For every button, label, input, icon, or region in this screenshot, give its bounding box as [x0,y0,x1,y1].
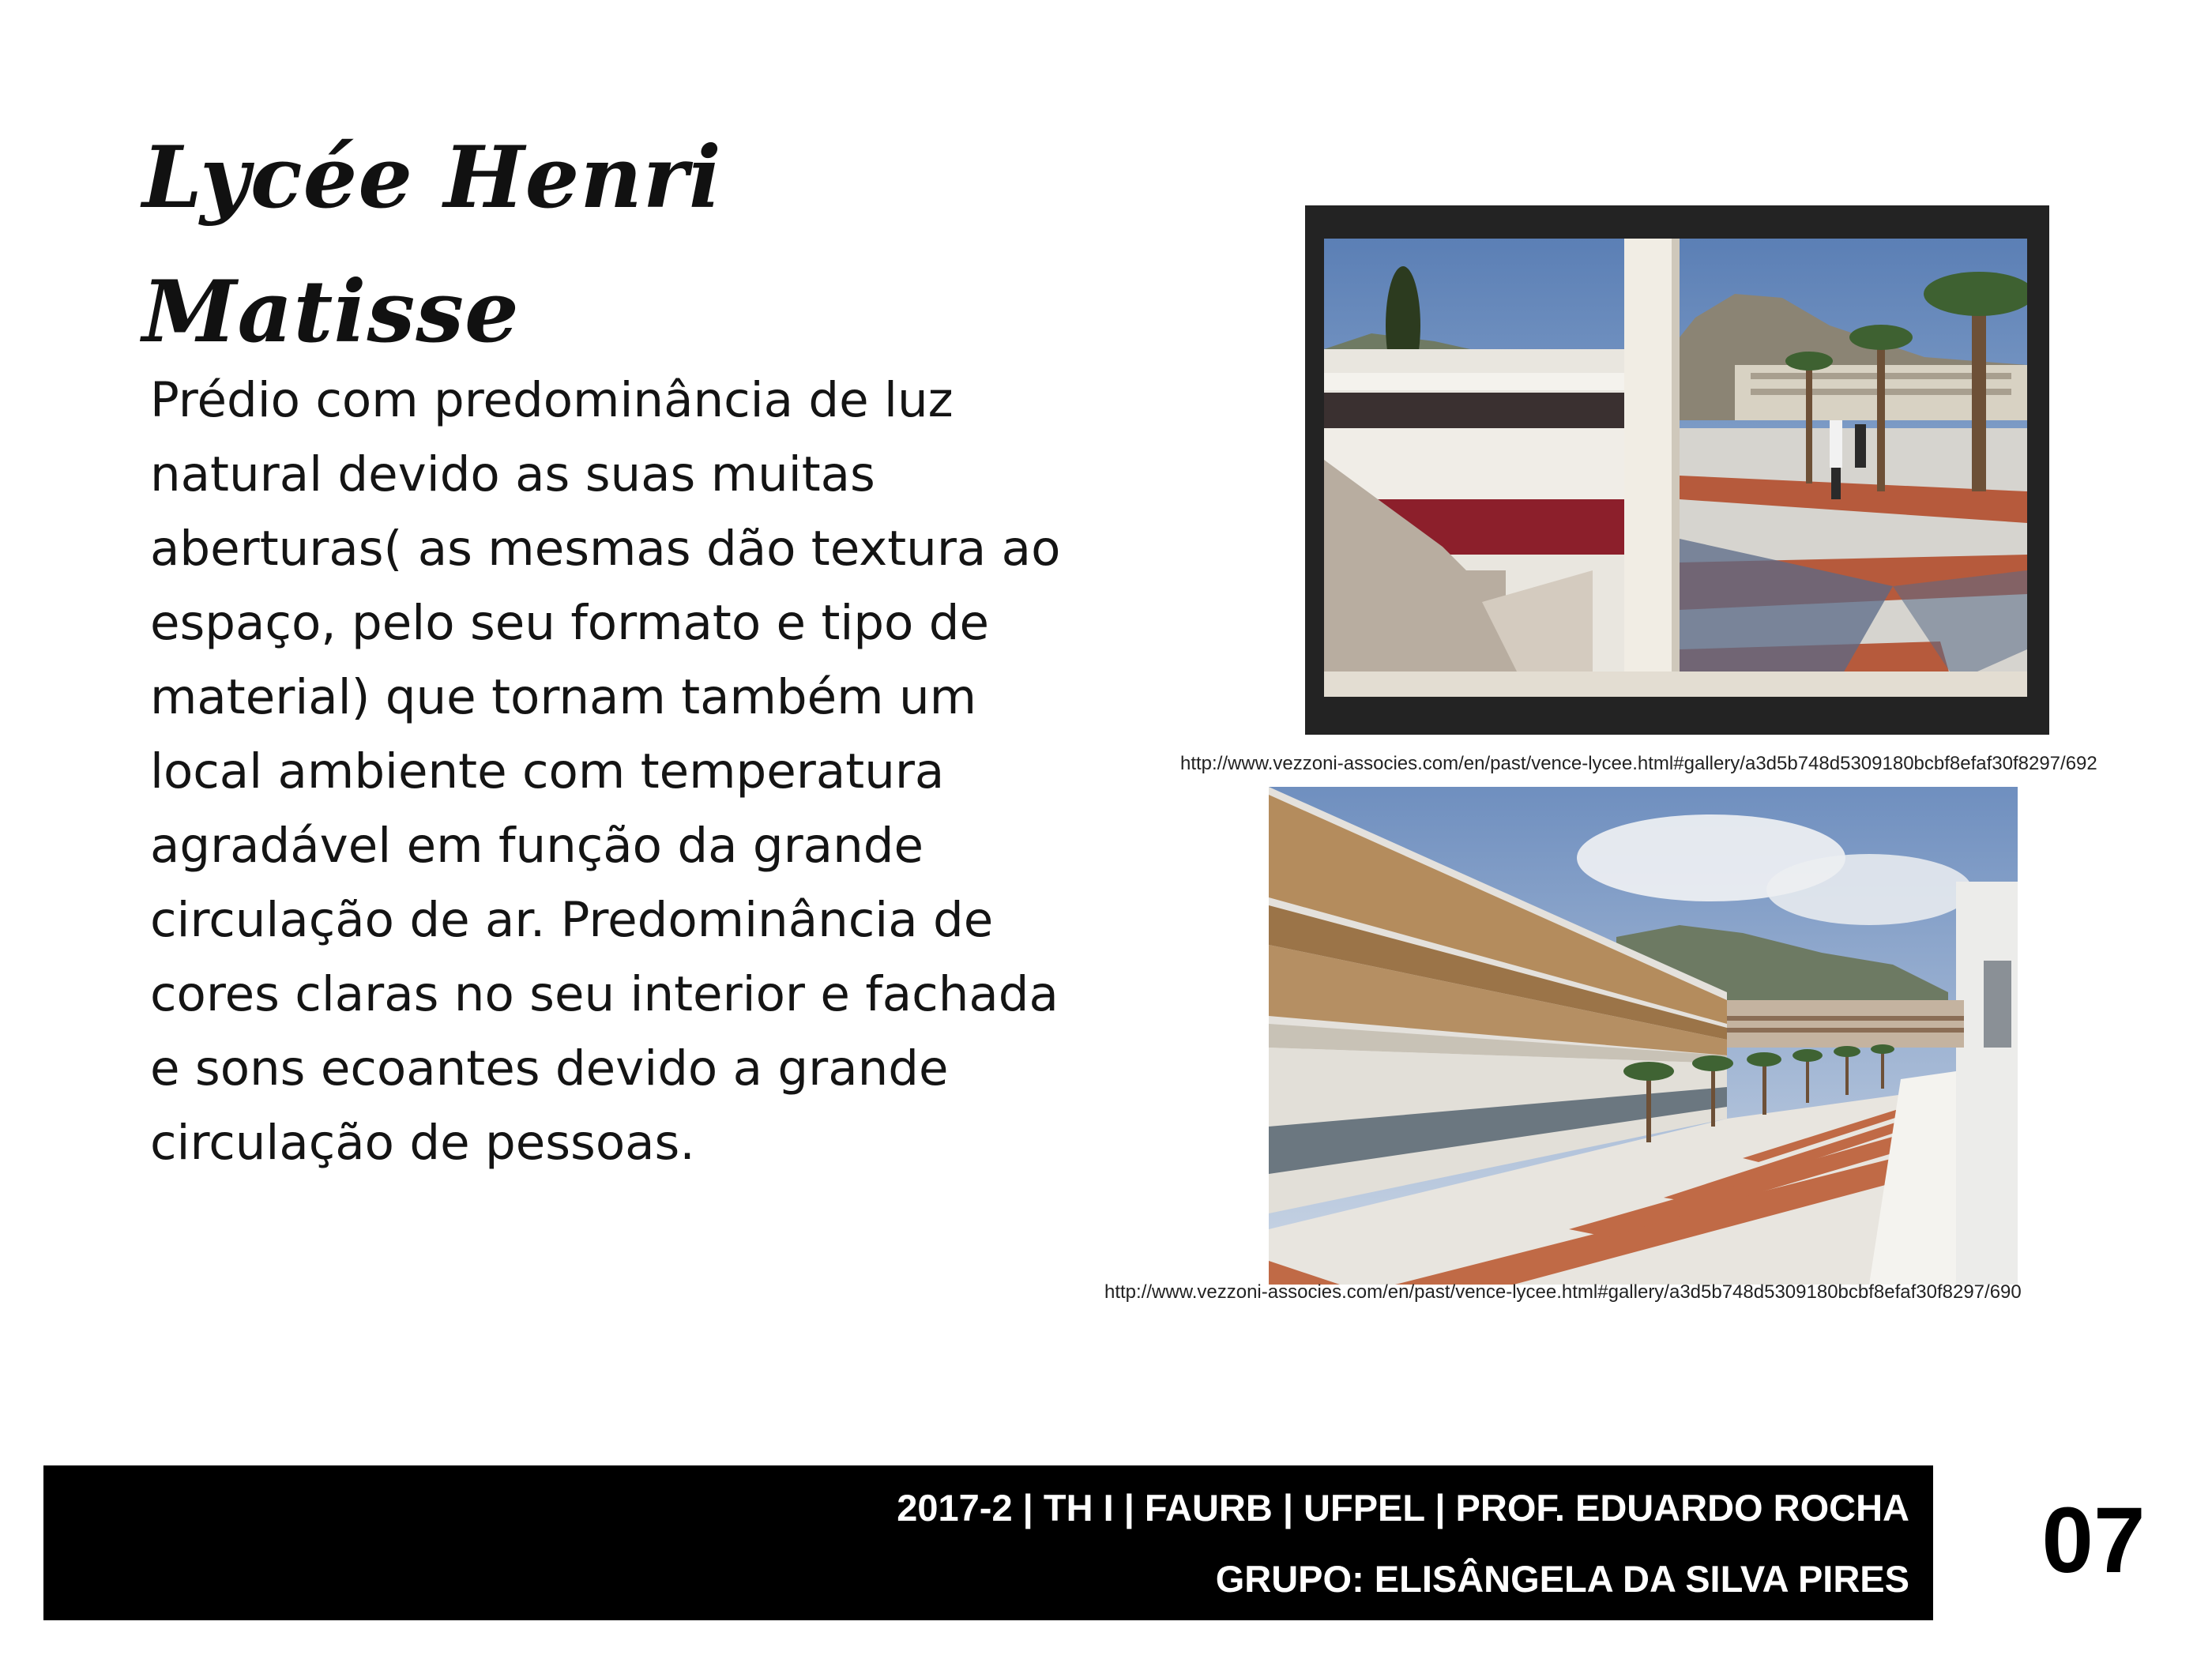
footer-course-info: 2017-2 | TH I | FAURB | UFPEL | PROF. EDUARDO ROCHA [897,1487,1909,1529]
image-credit-1[interactable]: http://www.vezzoni-associes.com/en/past/vence-lycee.html#gallery/a3d5b748d5309180bcbf8efaf30f8297/692 [1180,753,2097,774]
slide-title: Lycée Henri Matisse [142,128,722,362]
photo-courtyard-frame [1305,205,2049,735]
footer-bar [43,1465,1933,1620]
photo-facade-louvers [1269,787,2018,1285]
page-number: 07 [2041,1488,2146,1593]
image-credit-2[interactable]: http://www.vezzoni-associes.com/en/past/vence-lycee.html#gallery/a3d5b748d5309180bcbf8efaf30f8297/690 [1104,1281,2022,1303]
photo-courtyard-pillar [1324,239,2027,697]
body-paragraph: Prédio com predominância de luz natural devido as suas muitas aberturas( as mesmas dão textura ao espaço, pelo seu formato e tipo de material) que tornam também um local ambiente com temperatura agradável em função da grande circulação de ar. Predominância de cores claras no seu interior e fachada e sons ecoantes devido a grande circulação de pessoas. [150,372,1061,1171]
footer-group-info: GRUPO: ELISÂNGELA DA SILVA PIRES [1215,1558,1909,1600]
